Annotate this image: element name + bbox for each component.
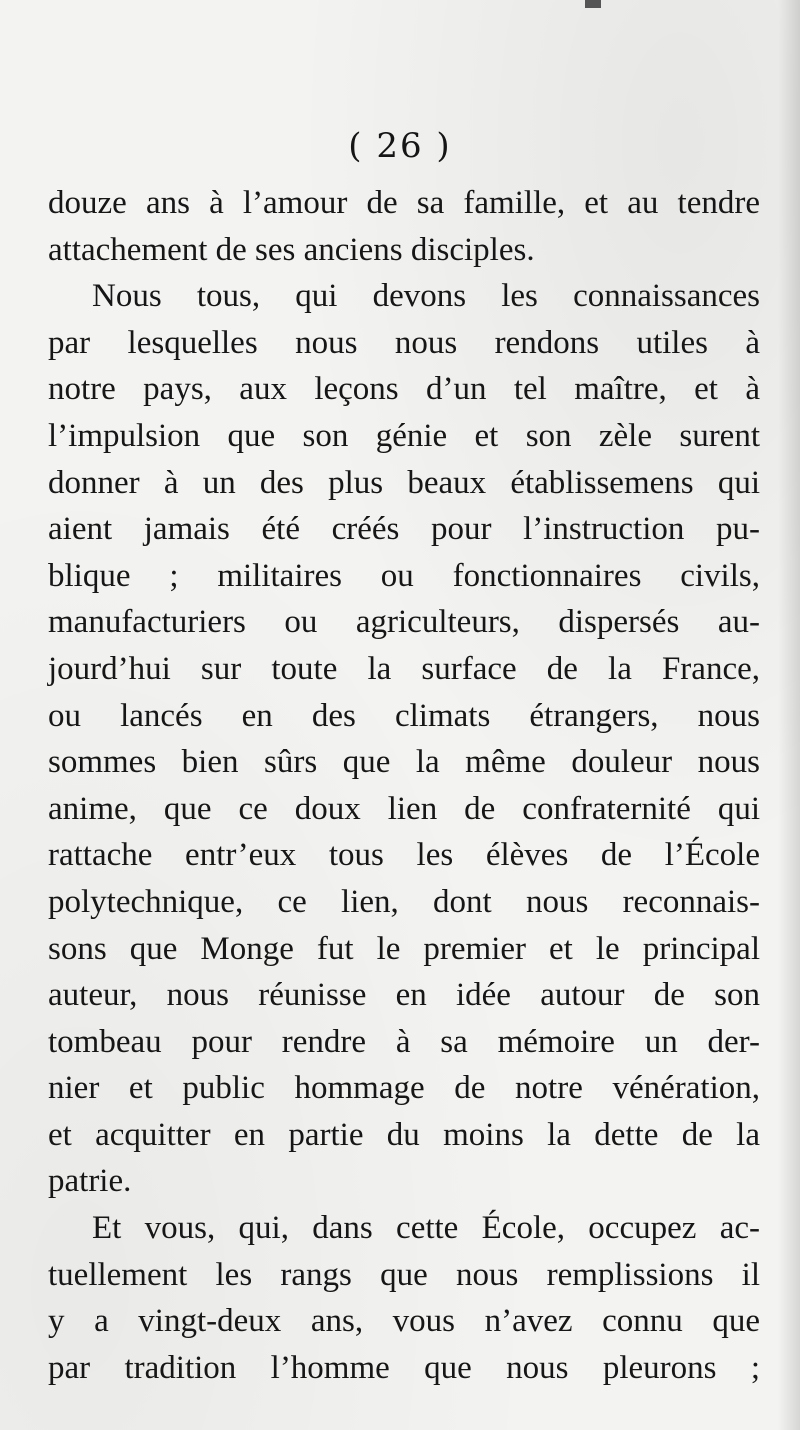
text-line: aient jamais été créés pour l’instruction pu- <box>48 511 760 548</box>
page-edge-shadow <box>778 0 800 1430</box>
text-line: sommes bien sûrs que la même douleur nous <box>48 744 760 781</box>
text-line: donner à un des plus beaux établissemens qui <box>48 464 760 501</box>
text-line: et acquitter en partie du moins la dette de la <box>48 1116 760 1153</box>
text-line: polytechnique, ce lien, dont nous reconnais- <box>48 883 760 920</box>
body-text <box>48 180 760 1391</box>
text-line: notre pays, aux leçons d’un tel maître, et à <box>48 371 760 408</box>
text-line: tombeau pour rendre à sa mémoire un der- <box>48 1023 760 1060</box>
text-line: tuellement les rangs que nous remplissions il <box>48 1256 760 1293</box>
text-line: par lesquelles nous nous rendons utiles à <box>48 324 760 361</box>
paragraph-start-line: Nous tous, qui devons les connaissances <box>92 278 760 315</box>
text-line: manufacturiers ou agriculteurs, dispersés au- <box>48 604 760 641</box>
text-line: rattache entr’eux tous les élèves de l’École <box>48 837 760 874</box>
text-line: patrie. <box>48 1163 132 1200</box>
text-line: sons que Monge fut le premier et le principal <box>48 930 760 967</box>
text-line: y a vingt-deux ans, vous n’avez connu que <box>48 1303 760 1340</box>
text-line: attachement de ses anciens disciples. <box>48 231 535 268</box>
text-line: par tradition l’homme que nous pleurons ; <box>48 1349 760 1386</box>
page-number: ( 26 ) <box>348 126 452 166</box>
text-line: douze ans à l’amour de sa famille, et au tendre <box>48 185 760 221</box>
text-line: anime, que ce doux lien de confraternité qui <box>48 790 760 827</box>
text-line: blique ; militaires ou fonctionnaires civils, <box>48 557 760 594</box>
text-line: ou lancés en des climats étrangers, nous <box>48 697 760 734</box>
paragraph-start-line: Et vous, qui, dans cette École, occupez ac- <box>92 1210 760 1247</box>
scan-mark <box>585 0 601 8</box>
text-line: l’impulsion que son génie et son zèle surent <box>48 417 760 454</box>
text-line: jourd’hui sur toute la surface de la France, <box>48 650 760 687</box>
text-line: nier et public hommage de notre vénération, <box>48 1070 760 1107</box>
text-line: auteur, nous réunisse en idée autour de son <box>48 977 760 1014</box>
